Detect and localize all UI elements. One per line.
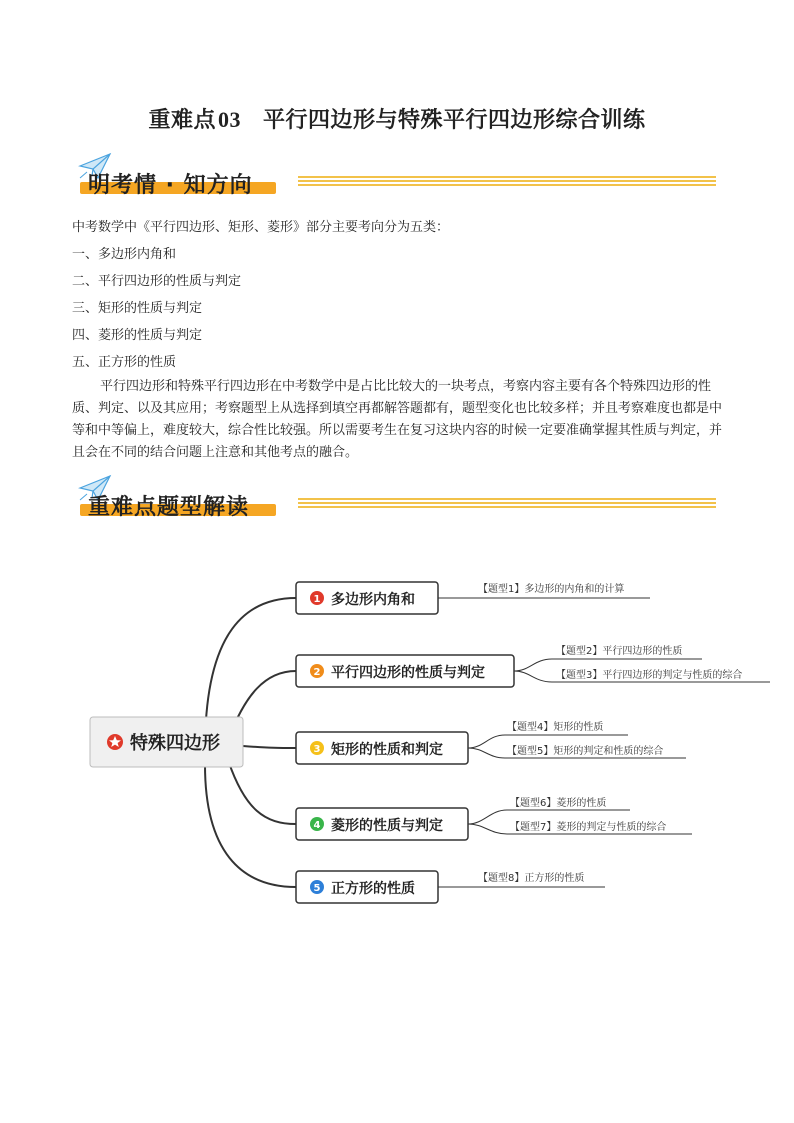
leaf-label: 【题型5】矩形的判定和性质的综合 xyxy=(507,746,664,757)
page-title xyxy=(0,103,794,134)
list-item: 二、平行四边形的性质与判定 xyxy=(72,274,242,289)
branch-node xyxy=(296,732,468,764)
leaf-label: 【题型6】菱形的性质 xyxy=(510,798,607,809)
branch-number: 1 xyxy=(313,594,321,605)
list-item: 五、正方形的性质 xyxy=(72,355,177,370)
branch-label: 正方形的性质 xyxy=(331,881,415,897)
branch-number: 4 xyxy=(313,820,321,831)
branch-number: 3 xyxy=(313,744,321,755)
decorative-lines xyxy=(298,176,716,188)
branch-number: 5 xyxy=(313,883,321,894)
intro-text: 中考数学中《平行四边形、矩形、菱形》部分主要考向分为五类： xyxy=(72,220,450,235)
leaf-label: 【题型7】菱形的判定与性质的综合 xyxy=(510,822,667,833)
title-prefix: 重难点 xyxy=(148,108,216,133)
leaf-label: 【题型8】正方形的性质 xyxy=(478,873,585,884)
title-number: 03 xyxy=(218,107,241,132)
intro-block xyxy=(72,214,724,464)
branch-node xyxy=(296,655,514,687)
section-header-exam-trends xyxy=(76,152,716,208)
list-item: 四、菱形的性质与判定 xyxy=(72,328,203,343)
branch-label: 矩形的性质和判定 xyxy=(331,742,443,758)
branch-node xyxy=(296,582,438,614)
summary-paragraph: 平行四边形和特殊平行四边形在中考数学中是占比比较大的一块考点，考察内容主要有各个特殊四边形的性质、判定、以及其应用；考察题型上从选择到填空再都解答题都有，题型变化也比较多样；并且考察难度也都是中等和中等偏上，难度较大，综合性比较强。所以需要考生在复习这块内容的时候一定要准确掌握其性质与判定，并且会在不同的结合问题上注意和其他考点的融合。 xyxy=(72,379,723,460)
branch-node xyxy=(296,808,468,840)
leaf-label: 【题型3】平行四边形的判定与性质的综合 xyxy=(556,670,743,681)
leaf-label: 【题型2】平行四边形的性质 xyxy=(556,646,683,657)
leaf-label: 【题型4】矩形的性质 xyxy=(507,722,604,733)
section-title: 明考情 · 知方向 xyxy=(88,173,253,198)
mind-map xyxy=(0,560,794,920)
root-label: 特殊四边形 xyxy=(130,733,220,754)
list-item: 三、矩形的性质与判定 xyxy=(72,301,203,316)
branch-number: 2 xyxy=(313,667,321,678)
title-main: 平行四边形与特殊平行四边形综合训练 xyxy=(263,108,646,133)
decorative-lines xyxy=(298,498,716,510)
branch-label: 菱形的性质与判定 xyxy=(331,818,443,834)
section-title: 重难点题型解读 xyxy=(88,495,250,520)
branch-label: 平行四边形的性质与判定 xyxy=(331,665,485,681)
section-header-question-types xyxy=(76,474,716,530)
branch-label: 多边形内角和 xyxy=(331,592,415,608)
leaf-label: 【题型1】多边形的内角和的计算 xyxy=(478,584,625,595)
list-item: 一、多边形内角和 xyxy=(72,247,177,262)
branch-node xyxy=(296,871,438,903)
